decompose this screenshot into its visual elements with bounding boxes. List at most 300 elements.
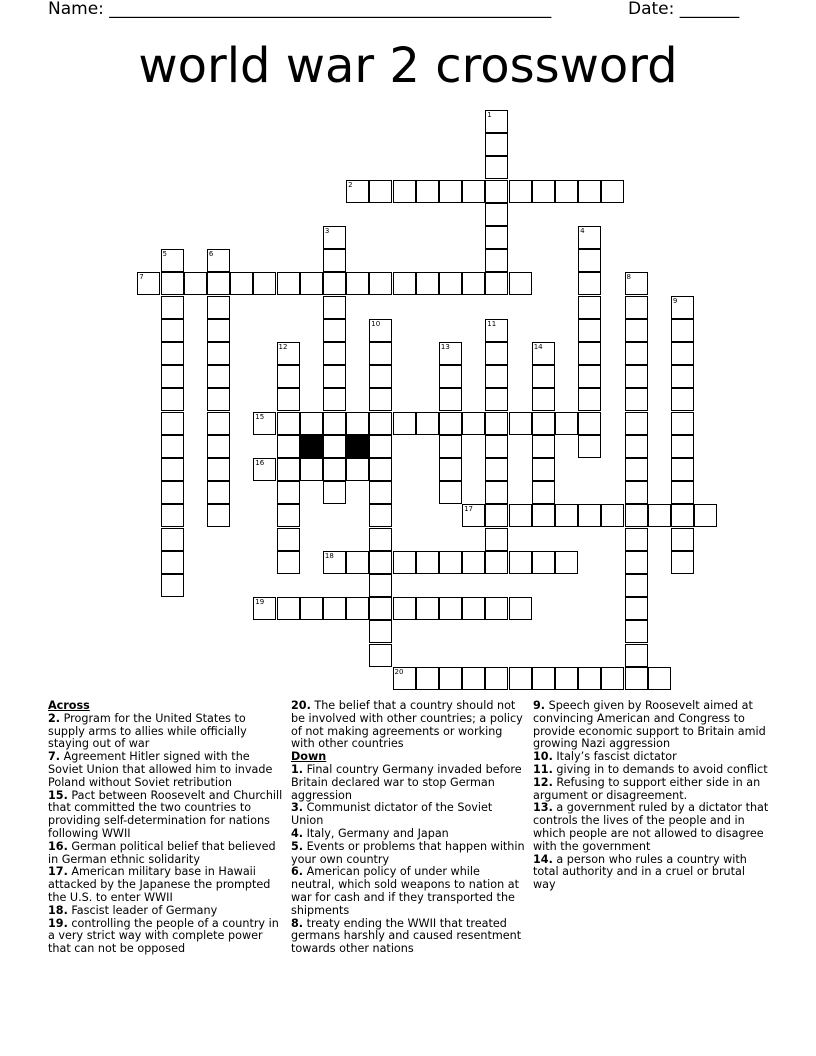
grid-cell[interactable] [625, 319, 648, 342]
grid-cell[interactable] [346, 180, 369, 203]
clue-item-number: 17. [48, 865, 68, 879]
date-field-label: Date: _______ [628, 0, 740, 19]
grid-cell[interactable] [161, 388, 184, 411]
clue-item [533, 854, 769, 892]
clue-item [533, 700, 769, 751]
grid-cell[interactable] [462, 504, 485, 527]
grid-cell[interactable] [648, 667, 671, 690]
grid-cell[interactable] [485, 551, 508, 574]
grid-cell[interactable] [578, 226, 601, 249]
grid-cell[interactable] [323, 551, 346, 574]
grid-cell[interactable] [555, 551, 578, 574]
clue-item-text: treaty ending the WWII that treated germans harshly and caused resentment towards other nations [291, 916, 522, 956]
grid-cell[interactable] [207, 412, 230, 435]
grid-cell[interactable] [625, 644, 648, 667]
clue-item-text: Fascist leader of Germany [67, 903, 218, 917]
clue-item [48, 713, 284, 751]
grid-cell[interactable] [323, 296, 346, 319]
grid-cell[interactable] [277, 342, 300, 365]
clue-item-text: American policy of under while neutral, which sold weapons to nation at war for cash and if they transported the shipments [291, 865, 519, 917]
grid-cell[interactable] [439, 481, 462, 504]
grid-cell[interactable] [485, 249, 508, 272]
grid-cell[interactable] [671, 296, 694, 319]
clue-item-number: 12. [533, 775, 553, 789]
clue-item-text: The belief that a country should not be involved with other countries; a policy of not making agreements or working with other countries [291, 699, 523, 751]
grid-cell[interactable] [207, 249, 230, 272]
grid-cell[interactable] [509, 412, 532, 435]
grid-cell[interactable] [323, 319, 346, 342]
grid-cell[interactable] [485, 180, 508, 203]
name-field-label: Name: ____________________________________________________ [48, 0, 552, 19]
clue-item-number: 20. [291, 699, 311, 712]
clue-item [48, 918, 284, 956]
grid-cell[interactable] [161, 296, 184, 319]
grid-cell[interactable] [532, 435, 555, 458]
grid-cell[interactable] [439, 342, 462, 365]
grid-cell[interactable] [485, 412, 508, 435]
grid-cell[interactable] [578, 504, 601, 527]
clue-number: 14 [533, 343, 543, 351]
clue-number: 7 [139, 273, 144, 282]
grid-cell[interactable] [323, 226, 346, 249]
grid-cell[interactable] [346, 551, 369, 574]
grid-cell[interactable] [277, 481, 300, 504]
grid-cell[interactable] [277, 388, 300, 411]
clue-item-number: 8. [291, 916, 304, 930]
grid-cell[interactable] [230, 272, 253, 295]
grid-cell[interactable] [671, 365, 694, 388]
grid-cell[interactable] [578, 249, 601, 272]
grid-cell[interactable] [277, 412, 300, 435]
grid-cell[interactable] [601, 504, 624, 527]
grid-cell[interactable] [207, 272, 230, 295]
grid-cell[interactable] [369, 551, 392, 574]
grid-cell[interactable] [625, 551, 648, 574]
clue-item-number: 19. [48, 916, 68, 930]
grid-cell[interactable] [207, 388, 230, 411]
grid-cell[interactable] [485, 388, 508, 411]
clue-number: 8 [626, 273, 631, 282]
grid-cell[interactable] [161, 528, 184, 551]
grid-cell[interactable] [555, 412, 578, 435]
clue-item-number: 16. [48, 839, 68, 853]
grid-cell[interactable] [625, 388, 648, 411]
clue-item-text: Program for the United States to supply arms to allies while officially staying out of war [48, 711, 247, 751]
grid-cell[interactable] [161, 272, 184, 295]
grid-cell[interactable] [601, 667, 624, 690]
grid-cell[interactable] [439, 551, 462, 574]
grid-cell[interactable] [485, 226, 508, 249]
clue-item-text: Italy’s fascist dictator [552, 750, 677, 764]
clue-number: 2 [348, 180, 353, 189]
grid-cell[interactable] [439, 458, 462, 481]
grid-cell[interactable] [485, 481, 508, 504]
grid-cell[interactable] [485, 435, 508, 458]
grid-cell[interactable] [161, 574, 184, 597]
grid-cell[interactable] [323, 435, 346, 458]
grid-cell[interactable] [300, 412, 323, 435]
grid-cell[interactable] [161, 551, 184, 574]
grid-cell[interactable] [578, 388, 601, 411]
grid-cell[interactable] [369, 504, 392, 527]
grid-cell[interactable] [485, 597, 508, 620]
grid-cell[interactable] [485, 365, 508, 388]
grid-cell[interactable] [323, 365, 346, 388]
grid-cell[interactable] [393, 667, 416, 690]
grid-cell[interactable] [532, 365, 555, 388]
grid-cell[interactable] [393, 597, 416, 620]
grid-cell[interactable] [578, 412, 601, 435]
grid-cell[interactable] [509, 504, 532, 527]
grid-cell[interactable] [393, 272, 416, 295]
black-cell [346, 435, 369, 458]
clue-number: 19 [255, 598, 265, 607]
clue-number: 20 [394, 667, 404, 676]
grid-cell[interactable] [532, 667, 555, 690]
grid-cell[interactable] [555, 180, 578, 203]
grid-cell[interactable] [207, 342, 230, 365]
grid-cell[interactable] [625, 435, 648, 458]
across-clue-list [48, 713, 284, 956]
grid-cell[interactable] [369, 574, 392, 597]
grid-cell[interactable] [369, 528, 392, 551]
grid-cell[interactable] [161, 412, 184, 435]
grid-cell[interactable] [137, 272, 160, 295]
grid-cell[interactable] [346, 597, 369, 620]
grid-cell[interactable] [439, 412, 462, 435]
clue-item-number: 3. [291, 801, 304, 815]
clue-item-text: Speech given by Roosevelt aimed at convincing American and Congress to provide economic support to Britain amid growing Nazi aggression [533, 699, 766, 751]
clue-item-text: German political belief that believed in German ethnic solidarity [48, 839, 276, 866]
grid-cell[interactable] [323, 481, 346, 504]
clue-item-text: a person who rules a country with total authority and in a cruel or brutal way [533, 852, 747, 892]
grid-cell[interactable] [207, 458, 230, 481]
clue-item [291, 700, 525, 751]
grid-cell[interactable] [323, 249, 346, 272]
grid-cell[interactable] [207, 365, 230, 388]
grid-cell[interactable] [671, 435, 694, 458]
grid-cell[interactable] [161, 481, 184, 504]
grid-cell[interactable] [462, 180, 485, 203]
clue-item-number: 7. [48, 750, 61, 764]
clue-item-text: controlling the people of a country in a very strict way with complete power that can not be opposed [48, 916, 279, 956]
clue-item [291, 802, 525, 828]
grid-cell[interactable] [485, 528, 508, 551]
grid-cell[interactable] [671, 319, 694, 342]
grid-cell[interactable] [207, 435, 230, 458]
clue-item [291, 764, 525, 802]
grid-cell[interactable] [184, 272, 207, 295]
page-title: world war 2 crossword [138, 38, 678, 94]
grid-cell[interactable] [625, 412, 648, 435]
grid-cell[interactable] [253, 458, 276, 481]
grid-cell[interactable] [277, 365, 300, 388]
grid-cell[interactable] [532, 342, 555, 365]
clue-number: 13 [440, 343, 450, 351]
grid-cell[interactable] [462, 272, 485, 295]
grid-cell[interactable] [439, 272, 462, 295]
clue-number: 5 [162, 250, 167, 259]
grid-cell[interactable] [509, 180, 532, 203]
clue-item [48, 790, 284, 841]
grid-cell[interactable] [323, 597, 346, 620]
grid-cell[interactable] [346, 458, 369, 481]
clue-item-text: Pact between Roosevelt and Churchill that committed the two countries to providing self-determination for nations following WWII [48, 788, 283, 840]
grid-cell[interactable] [462, 412, 485, 435]
clue-item-text: Events or problems that happen within your own country [291, 839, 525, 866]
clue-item-number: 9. [533, 699, 546, 712]
clues-column-2 [291, 700, 525, 956]
clue-item-number: 18. [48, 903, 68, 917]
grid-cell[interactable] [625, 342, 648, 365]
grid-cell[interactable] [207, 296, 230, 319]
grid-cell[interactable] [625, 504, 648, 527]
grid-cell[interactable] [439, 180, 462, 203]
grid-cell[interactable] [277, 272, 300, 295]
grid-cell[interactable] [625, 597, 648, 620]
black-cell [300, 435, 323, 458]
grid-cell[interactable] [369, 435, 392, 458]
grid-cell[interactable] [323, 342, 346, 365]
grid-cell[interactable] [485, 667, 508, 690]
grid-cell[interactable] [369, 597, 392, 620]
clue-number: 6 [208, 250, 214, 259]
down-clue-list [291, 764, 525, 956]
grid-cell[interactable] [369, 272, 392, 295]
clue-item [48, 751, 284, 789]
clue-item [291, 841, 525, 867]
grid-cell[interactable] [277, 458, 300, 481]
clue-item-number: 10. [533, 750, 553, 764]
clue-item-text: Agreement Hitler signed with the Soviet Union that allowed him to invade Poland without Soviet retribution [48, 750, 273, 789]
grid-cell[interactable] [485, 458, 508, 481]
grid-cell[interactable] [532, 180, 555, 203]
grid-cell[interactable] [161, 249, 184, 272]
grid-cell[interactable] [532, 458, 555, 481]
grid-cell[interactable] [648, 504, 671, 527]
grid-cell[interactable] [323, 458, 346, 481]
clue-item-text: a government ruled by a dictator that controls the lives of the people and in which people are not allowed to disagree with the government [533, 801, 769, 853]
clue-item [291, 866, 525, 917]
grid-cell[interactable] [625, 667, 648, 690]
grid-cell[interactable] [300, 458, 323, 481]
grid-cell[interactable] [532, 551, 555, 574]
clue-item [291, 918, 525, 956]
grid-cell[interactable] [369, 458, 392, 481]
grid-cell[interactable] [161, 342, 184, 365]
grid-cell[interactable] [625, 620, 648, 643]
grid-cell[interactable] [578, 342, 601, 365]
clue-item-number: 6. [291, 865, 304, 879]
clue-number: 10 [371, 319, 381, 328]
grid-cell[interactable] [671, 342, 694, 365]
grid-cell[interactable] [369, 481, 392, 504]
grid-cell[interactable] [462, 551, 485, 574]
grid-cell[interactable] [578, 180, 601, 203]
clue-item-number: 15. [48, 788, 68, 802]
grid-cell[interactable] [416, 272, 439, 295]
across-heading: Across [48, 699, 90, 712]
grid-cell[interactable] [416, 551, 439, 574]
grid-cell[interactable] [161, 458, 184, 481]
grid-cell[interactable] [369, 342, 392, 365]
clue-item-text: Italy, Germany and Japan [303, 826, 449, 840]
clues-column-1 [48, 700, 284, 956]
grid-cell[interactable] [555, 667, 578, 690]
grid-cell[interactable] [277, 528, 300, 551]
grid-cell[interactable] [671, 504, 694, 527]
grid-cell[interactable] [625, 574, 648, 597]
grid-cell[interactable] [253, 412, 276, 435]
clue-item [533, 802, 769, 853]
grid-cell[interactable] [509, 551, 532, 574]
grid-cell[interactable] [323, 272, 346, 295]
grid-cell[interactable] [671, 388, 694, 411]
grid-cell[interactable] [369, 644, 392, 667]
grid-cell[interactable] [578, 272, 601, 295]
grid-cell[interactable] [485, 133, 508, 156]
grid-cell[interactable] [439, 667, 462, 690]
grid-cell[interactable] [369, 319, 392, 342]
clues-column-3 [533, 700, 769, 892]
grid-cell[interactable] [509, 272, 532, 295]
grid-cell[interactable] [671, 481, 694, 504]
grid-cell[interactable] [509, 597, 532, 620]
clue-item-text: Communist dictator of the Soviet Union [291, 801, 493, 828]
grid-cell[interactable] [485, 110, 508, 133]
down-heading: Down [291, 750, 327, 764]
grid-cell[interactable] [369, 620, 392, 643]
grid-cell[interactable] [532, 504, 555, 527]
grid-cell[interactable] [300, 597, 323, 620]
grid-cell[interactable] [416, 597, 439, 620]
grid-cell[interactable] [625, 458, 648, 481]
grid-cell[interactable] [485, 319, 508, 342]
grid-cell[interactable] [625, 481, 648, 504]
grid-cell[interactable] [161, 365, 184, 388]
clue-item-number: 4. [291, 826, 304, 840]
grid-cell[interactable] [509, 667, 532, 690]
grid-cell[interactable] [369, 365, 392, 388]
clue-item-text: giving in to demands to avoid conflict [552, 762, 768, 776]
grid-cell[interactable] [323, 412, 346, 435]
grid-cell[interactable] [625, 296, 648, 319]
grid-cell[interactable] [207, 504, 230, 527]
grid-cell[interactable] [439, 388, 462, 411]
grid-cell[interactable] [277, 435, 300, 458]
down-clue-list-continued [533, 700, 769, 892]
clue-item-text: Refusing to support either side in an argument or disagreement. [533, 775, 761, 802]
grid-cell[interactable] [532, 388, 555, 411]
grid-cell[interactable] [555, 504, 578, 527]
clue-number: 15 [255, 412, 265, 421]
clue-item-number: 1. [291, 762, 304, 776]
grid-cell[interactable] [416, 412, 439, 435]
grid-cell[interactable] [578, 365, 601, 388]
grid-cell[interactable] [625, 272, 648, 295]
grid-cell[interactable] [416, 667, 439, 690]
grid-cell[interactable] [161, 435, 184, 458]
clue-item-text: Final country Germany invaded before Britain declared war to stop German aggression [291, 762, 522, 802]
grid-cell[interactable] [485, 203, 508, 226]
grid-cell[interactable] [578, 667, 601, 690]
across-clue-list-continued [291, 700, 525, 751]
grid-cell[interactable] [462, 597, 485, 620]
grid-cell[interactable] [346, 272, 369, 295]
grid-cell[interactable] [253, 597, 276, 620]
grid-cell[interactable] [393, 180, 416, 203]
grid-cell[interactable] [625, 365, 648, 388]
clue-number: 18 [324, 551, 334, 560]
grid-cell[interactable] [323, 388, 346, 411]
grid-cell[interactable] [369, 388, 392, 411]
grid-cell[interactable] [578, 319, 601, 342]
grid-cell[interactable] [485, 272, 508, 295]
grid-cell[interactable] [161, 319, 184, 342]
grid-cell[interactable] [578, 296, 601, 319]
grid-cell[interactable] [416, 180, 439, 203]
grid-cell[interactable] [671, 458, 694, 481]
grid-cell[interactable] [462, 667, 485, 690]
grid-cell[interactable] [253, 272, 276, 295]
grid-cell[interactable] [671, 412, 694, 435]
grid-cell[interactable] [277, 551, 300, 574]
grid-cell[interactable] [485, 504, 508, 527]
grid-cell[interactable] [439, 597, 462, 620]
clue-item-number: 2. [48, 711, 61, 725]
grid-cell[interactable] [369, 180, 392, 203]
grid-cell[interactable] [485, 156, 508, 179]
grid-cell[interactable] [300, 272, 323, 295]
grid-cell[interactable] [346, 412, 369, 435]
grid-cell[interactable] [671, 551, 694, 574]
grid-cell[interactable] [439, 365, 462, 388]
grid-cell[interactable] [393, 412, 416, 435]
grid-cell[interactable] [694, 504, 717, 527]
grid-cell[interactable] [532, 412, 555, 435]
clue-item-text: American military base in Hawaii attacked by the Japanese the prompted the U.S. to enter WWII [48, 865, 271, 904]
clue-item-number: 11. [533, 762, 553, 776]
clue-item [48, 841, 284, 867]
clue-item-number: 14. [533, 852, 553, 866]
grid-cell[interactable] [393, 551, 416, 574]
grid-cell[interactable] [532, 481, 555, 504]
grid-cell[interactable] [601, 180, 624, 203]
clue-item [533, 777, 769, 803]
grid-cell[interactable] [485, 342, 508, 365]
grid-cell[interactable] [207, 319, 230, 342]
clue-number: 4 [580, 227, 585, 235]
grid-cell[interactable] [277, 597, 300, 620]
grid-cell[interactable] [369, 412, 392, 435]
clue-number: 3 [324, 227, 330, 235]
grid-cell[interactable] [439, 435, 462, 458]
clue-number: 11 [487, 319, 497, 328]
grid-cell[interactable] [625, 528, 648, 551]
clue-number: 1 [487, 111, 492, 119]
clue-number: 17 [464, 505, 474, 514]
grid-cell[interactable] [277, 504, 300, 527]
clue-item-number: 13. [533, 801, 553, 815]
grid-cell[interactable] [161, 504, 184, 527]
clue-number: 16 [255, 459, 265, 467]
clue-item [48, 866, 284, 904]
grid-cell[interactable] [207, 481, 230, 504]
clue-number: 12 [278, 343, 288, 351]
clue-item-number: 5. [291, 839, 304, 853]
grid-cell[interactable] [578, 435, 601, 458]
grid-cell[interactable] [671, 528, 694, 551]
